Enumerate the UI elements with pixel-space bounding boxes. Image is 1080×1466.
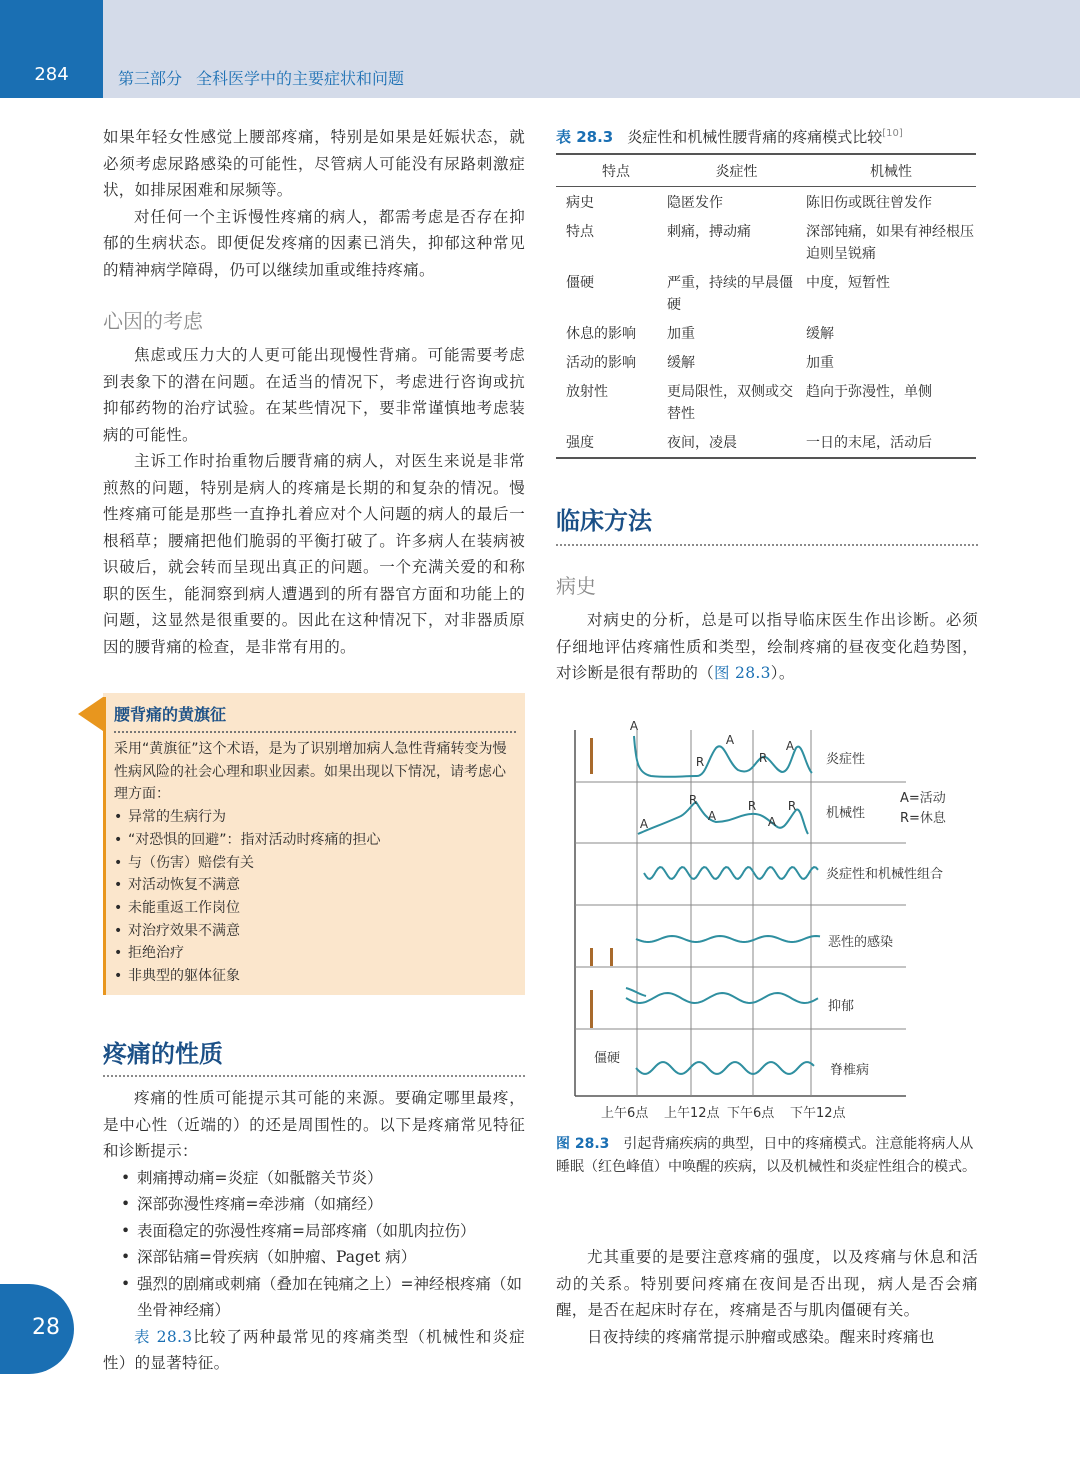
table-row xyxy=(556,267,976,318)
sleep-marker-bar xyxy=(590,948,593,966)
table-cell: 夜间，凌晨 xyxy=(667,427,806,458)
table-row xyxy=(556,376,976,427)
list-item: • 强烈的剧痛或刺痛（叠加在钝痛之上）=神经根疼痛（如坐骨神经痛） xyxy=(103,1271,525,1324)
legend-a: A=活动 xyxy=(900,791,946,806)
table-cell: 中度，短暂性 xyxy=(806,275,890,291)
table-header: 特点 xyxy=(556,154,667,187)
row-label: 抑郁 xyxy=(828,999,855,1014)
list-item: • 表面稳定的弥漫性疼痛=局部疼痛（如肌肉拉伤） xyxy=(103,1218,525,1245)
chapter-number: 28 xyxy=(32,1315,60,1340)
malignant-infection-line xyxy=(636,936,820,942)
mechanical-line xyxy=(638,802,808,834)
table-cell: 刺痛，搏动痛 xyxy=(667,224,751,240)
list-item: • 对活动恢复不满意 xyxy=(114,874,518,897)
activity-rest-label: R xyxy=(758,751,768,765)
activity-rest-label: A xyxy=(629,719,639,733)
table-header: 炎症性 xyxy=(667,154,806,187)
pain-pattern-chart xyxy=(556,718,986,1128)
table-cell: 趋向于弥漫性，单侧 xyxy=(806,384,932,400)
nature-list xyxy=(103,1165,525,1324)
activity-rest-label: A xyxy=(639,817,649,831)
table-row xyxy=(556,187,976,217)
paragraph: 主诉工作时抬重物后腰背痛的病人，对医生来说是非常煎熬的问题，特别是病人的疼痛是长期的和复杂的情况。慢性疼痛可能是那些一直挣扎着应对个人问题的病人的最后一根稻草；腰痛把他们脆弱的平衡打破了。许多病人在装病被识破后，就会转而呈现出真正的问题。一个充满关爱的和称职的医生，能洞察到病人遭遇到的所有器官方面和功能上的问题，这显然是很重要的。因此在这种情况下，对非器质原因的腰背痛的检查，是非常有用的。 xyxy=(103,452,525,656)
table-cell: 病史 xyxy=(566,195,594,211)
activity-rest-label: A xyxy=(785,739,795,753)
table-row xyxy=(556,347,976,376)
figure-caption-text: 引起背痛疾病的典型，日中的疼痛模式。注意能将病人从睡眠（红色峰值）中唤醒的疾病，以及机械性和炎症性组合的模式。 xyxy=(556,1136,976,1175)
activity-rest-label: A xyxy=(707,809,717,823)
table-row xyxy=(556,427,976,458)
list-item: • 拒绝治疗 xyxy=(114,942,518,965)
table-cell: 特点 xyxy=(566,224,594,240)
heading-nature: 疼痛的性质 xyxy=(103,1040,223,1068)
paragraph: 焦虑或压力大的人更可能出现慢性背痛。可能需要考虑到表象下的潜在问题。在适当的情况下，考虑进行咨询或抗抑郁药物的治疗试验。在某些情况下，要非常谨慎地考虑装病的可能性。 xyxy=(103,346,525,444)
paragraph: 如果年轻女性感觉上腰部疼痛，特别是如果是妊娠状态，就必须考虑尿路感染的可能性，尽管病人可能没有尿路刺激症状，如排尿困难和尿频等。 xyxy=(103,128,525,199)
list-item: • 未能重返工作岗位 xyxy=(114,897,518,920)
activity-rest-label: A xyxy=(767,815,777,829)
legend-r: R=休息 xyxy=(900,811,946,826)
table-ref-link[interactable]: 表 28.3 xyxy=(134,1327,193,1346)
x-tick-label: 上午6点 xyxy=(601,1106,649,1121)
heading-divider xyxy=(556,544,978,546)
part-label: 第三部分 xyxy=(118,69,183,88)
table-label: 表 28.3 xyxy=(556,128,614,146)
list-item: • 异常的生病行为 xyxy=(114,806,518,829)
table-cell: 深部钝痛，如果有神经根压迫则呈锐痛 xyxy=(806,224,974,262)
x-tick-label: 上午12点 xyxy=(664,1106,720,1121)
table-cell: 加重 xyxy=(667,326,695,342)
box-divider xyxy=(114,731,516,733)
paragraph: 疼痛的性质可能提示其可能的来源。要确定哪里最疼，是中心性（近端的）的还是周围性的。以下是疼痛常见特征和诊断提示： xyxy=(103,1089,525,1160)
box-list xyxy=(114,806,518,988)
row-label: 炎症性和机械性组合 xyxy=(826,867,944,882)
spondylosis-line xyxy=(636,1062,814,1074)
box-intro: 采用“黄旗征”这个术语，是为了识别增加病人急性背痛转变为慢性病风险的社会心理和职业因素。如果出现以下情况，请考虑心理方面： xyxy=(114,741,507,803)
list-item: • 与（伤害）赔偿有关 xyxy=(114,852,518,875)
depression-line xyxy=(626,993,818,1003)
left-column-lower xyxy=(103,1034,525,1377)
list-item: • “对恐惧的回避”：指对活动时疼痛的担心 xyxy=(114,829,518,852)
left-column xyxy=(103,124,525,660)
table-ref: [10] xyxy=(882,128,903,139)
table-cell: 加重 xyxy=(806,355,834,371)
part-title: 全科医学中的主要症状和问题 xyxy=(196,69,405,88)
paragraph xyxy=(103,1324,525,1377)
right-column xyxy=(556,501,978,687)
activity-rest-label: R xyxy=(747,799,757,813)
activity-rest-label: R xyxy=(695,755,705,769)
comparison-table xyxy=(556,153,976,459)
list-item: • 刺痛搏动痛=炎症（如骶髂关节炎） xyxy=(103,1165,525,1192)
row-label: 炎症性 xyxy=(826,752,866,767)
table-caption xyxy=(556,126,903,147)
heading-clinical: 临床方法 xyxy=(556,507,652,535)
stiffness-note: 僵硬 xyxy=(594,1051,621,1066)
list-item: • 深部钻痛=骨疾病（如肿瘤、Paget 病） xyxy=(103,1244,525,1271)
flag-icon xyxy=(78,697,103,731)
activity-rest-label: R xyxy=(787,799,797,813)
table-cell: 放射性 xyxy=(566,384,608,400)
right-column-lower xyxy=(556,1244,978,1350)
x-tick-label: 下午6点 xyxy=(727,1106,775,1121)
table-row xyxy=(556,216,976,267)
paragraph: 日夜持续的疼痛常提示肿瘤或感染。醒来时疼痛也 xyxy=(587,1327,935,1346)
running-head xyxy=(118,66,418,89)
sleep-marker-bar xyxy=(590,738,593,774)
row-label: 脊椎病 xyxy=(830,1063,870,1078)
table-header: 机械性 xyxy=(806,154,976,187)
table-cell: 隐匿发作 xyxy=(667,195,723,211)
table-cell: 严重，持续的早晨僵硬 xyxy=(667,275,793,313)
table-cell: 活动的影响 xyxy=(566,355,636,371)
list-item: • 深部弥漫性疼痛=牵涉痛（如痛经） xyxy=(103,1191,525,1218)
x-tick-label: 下午12点 xyxy=(790,1106,846,1121)
row-label: 恶性的感染 xyxy=(828,935,894,950)
paragraph-text: ）。 xyxy=(770,664,795,682)
table-cell: 强度 xyxy=(556,427,667,458)
table-caption-text: 炎症性和机械性腰背痛的疼痛模式比较 xyxy=(627,128,883,146)
heading-history: 病史 xyxy=(556,574,596,598)
activity-rest-label: A xyxy=(725,733,735,747)
paragraph-text: 比较了两种最常见的疼痛类型（机械性和炎症性）的显著特征。 xyxy=(103,1327,525,1372)
combined-line xyxy=(644,867,818,879)
box-accent-bar xyxy=(103,697,106,995)
paragraph-text: 对病史的分析，总是可以指导临床医生作出诊断。必须仔细地评估疼痛性质和类型，绘制疼痛的昼夜变化趋势图，对诊断是很有帮助的（ xyxy=(556,611,978,682)
sleep-marker-bar xyxy=(610,948,613,966)
paragraph: 对任何一个主诉慢性疼痛的病人，都需考虑是否存在抑郁的生病状态。即便促发疼痛的因素已消失，抑郁这种常见的精神病学障碍，仍可以继续加重或维持疼痛。 xyxy=(103,207,525,279)
table-cell: 陈旧伤或既往曾发作 xyxy=(806,195,932,211)
list-item: • 非典型的躯体征象 xyxy=(114,965,518,988)
sleep-marker-bar xyxy=(590,990,593,1028)
paragraph xyxy=(556,607,978,687)
activity-rest-label: R xyxy=(688,793,698,807)
row-label: 机械性 xyxy=(826,806,866,821)
depression-line-start xyxy=(626,988,646,996)
table-cell: 更局限性，双侧或交替性 xyxy=(667,384,793,422)
table-cell: 缓解 xyxy=(806,326,834,342)
heading-psych: 心因的考虑 xyxy=(103,309,203,333)
table-cell: 僵硬 xyxy=(566,275,594,291)
box-title: 腰背痛的黄旗征 xyxy=(114,705,227,724)
table-cell: 缓解 xyxy=(667,355,695,371)
page-number: 284 xyxy=(34,64,69,85)
figure-ref-link[interactable]: 图 28.3 xyxy=(714,664,771,682)
list-item: • 对治疗效果不满意 xyxy=(114,920,518,943)
table-cell: 休息的影响 xyxy=(566,326,636,342)
table-row xyxy=(556,318,976,347)
figure-label: 图 28.3 xyxy=(556,1136,610,1152)
box-content xyxy=(114,738,518,988)
figure-caption xyxy=(556,1133,978,1178)
paragraph: 尤其重要的是要注意疼痛的强度，以及疼痛与休息和活动的关系。特别要问疼痛在夜间是否出现，病人是否会痛醒，是否在起床时存在，疼痛是否与肌肉僵硬有关。 xyxy=(556,1248,978,1319)
table-cell: 一日的末尾，活动后 xyxy=(806,427,976,458)
heading-divider xyxy=(103,1075,525,1077)
